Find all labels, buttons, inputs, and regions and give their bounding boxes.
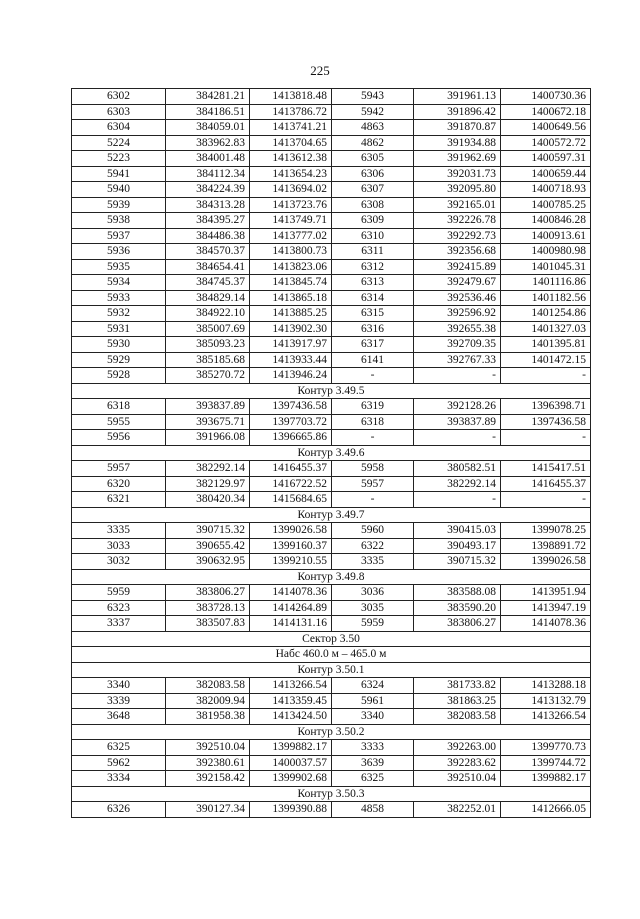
point-number-cell: 5930: [72, 337, 166, 353]
page-number: 225: [310, 63, 330, 78]
point-number-cell: 6311: [332, 244, 414, 260]
y-coordinate-cell: 1396665.86: [250, 430, 332, 446]
x-coordinate-cell: 391934.88: [414, 135, 501, 151]
x-coordinate-cell: 384829.14: [166, 290, 250, 306]
x-coordinate-cell: 392380.61: [166, 755, 250, 771]
section-row: [72, 507, 591, 523]
x-coordinate-cell: 381863.25: [414, 693, 501, 709]
x-coordinate-cell: -: [414, 368, 501, 384]
x-coordinate-cell: 392031.73: [414, 166, 501, 182]
point-number-cell: 5935: [72, 259, 166, 275]
y-coordinate-cell: 1399210.55: [250, 554, 332, 570]
point-number-cell: 6318: [72, 399, 166, 415]
point-number-cell: 5937: [72, 228, 166, 244]
point-number-cell: 3340: [72, 678, 166, 694]
x-coordinate-cell: 390493.17: [414, 538, 501, 554]
y-coordinate-cell: 1400785.25: [501, 197, 591, 213]
point-number-cell: 5955: [72, 414, 166, 430]
table-row: [72, 399, 591, 415]
y-coordinate-cell: 1412666.05: [501, 802, 591, 818]
y-coordinate-cell: 1413800.73: [250, 244, 332, 260]
x-coordinate-cell: 383806.27: [166, 585, 250, 601]
y-coordinate-cell: 1399078.25: [501, 523, 591, 539]
section-heading: Контур 3.50.2: [72, 724, 591, 740]
point-number-cell: 6141: [332, 352, 414, 368]
y-coordinate-cell: 1399902.68: [250, 771, 332, 787]
section-row: [72, 647, 591, 663]
y-coordinate-cell: 1400649.56: [501, 120, 591, 136]
point-number-cell: -: [332, 368, 414, 384]
y-coordinate-cell: 1413288.18: [501, 678, 591, 694]
x-coordinate-cell: 384059.01: [166, 120, 250, 136]
y-coordinate-cell: 1400846.28: [501, 213, 591, 229]
x-coordinate-cell: 391870.87: [414, 120, 501, 136]
y-coordinate-cell: 1396398.71: [501, 399, 591, 415]
point-number-cell: 5940: [72, 182, 166, 198]
y-coordinate-cell: 1413359.45: [250, 693, 332, 709]
y-coordinate-cell: 1413424.50: [250, 709, 332, 725]
point-number-cell: 6317: [332, 337, 414, 353]
x-coordinate-cell: 385093.23: [166, 337, 250, 353]
y-coordinate-cell: 1414131.16: [250, 616, 332, 632]
x-coordinate-cell: 392226.78: [414, 213, 501, 229]
y-coordinate-cell: 1413723.76: [250, 197, 332, 213]
x-coordinate-cell: 392596.92: [414, 306, 501, 322]
table-row: [72, 476, 591, 492]
y-coordinate-cell: 1399770.73: [501, 740, 591, 756]
table-row: [72, 89, 591, 105]
point-number-cell: 6318: [332, 414, 414, 430]
x-coordinate-cell: 381958.38: [166, 709, 250, 725]
table-row: [72, 306, 591, 322]
point-number-cell: 3648: [72, 709, 166, 725]
y-coordinate-cell: 1401472.15: [501, 352, 591, 368]
y-coordinate-cell: 1399882.17: [501, 771, 591, 787]
point-number-cell: 5934: [72, 275, 166, 291]
point-number-cell: 3337: [72, 616, 166, 632]
table-row: [72, 244, 591, 260]
y-coordinate-cell: 1414264.89: [250, 600, 332, 616]
y-coordinate-cell: 1401327.03: [501, 321, 591, 337]
point-number-cell: 6323: [72, 600, 166, 616]
point-number-cell: 6304: [72, 120, 166, 136]
y-coordinate-cell: 1400730.36: [501, 89, 591, 105]
point-number-cell: 6303: [72, 104, 166, 120]
x-coordinate-cell: 392479.67: [414, 275, 501, 291]
x-coordinate-cell: 392536.46: [414, 290, 501, 306]
y-coordinate-cell: 1413612.38: [250, 151, 332, 167]
section-row: [72, 724, 591, 740]
table-row: [72, 213, 591, 229]
x-coordinate-cell: 391961.13: [414, 89, 501, 105]
x-coordinate-cell: 390715.32: [166, 523, 250, 539]
x-coordinate-cell: 390415.03: [414, 523, 501, 539]
x-coordinate-cell: 385007.69: [166, 321, 250, 337]
point-number-cell: 5943: [332, 89, 414, 105]
point-number-cell: 6306: [332, 166, 414, 182]
x-coordinate-cell: 384570.37: [166, 244, 250, 260]
x-coordinate-cell: 391966.08: [166, 430, 250, 446]
x-coordinate-cell: 393675.71: [166, 414, 250, 430]
point-number-cell: 6316: [332, 321, 414, 337]
x-coordinate-cell: 392356.68: [414, 244, 501, 260]
section-heading: Контур 3.50.3: [72, 786, 591, 802]
table-row: [72, 709, 591, 725]
point-number-cell: 5958: [332, 461, 414, 477]
point-number-cell: -: [332, 492, 414, 508]
x-coordinate-cell: 383588.08: [414, 585, 501, 601]
x-coordinate-cell: 392128.26: [414, 399, 501, 415]
point-number-cell: 5959: [332, 616, 414, 632]
section-row: [72, 569, 591, 585]
x-coordinate-cell: 384486.38: [166, 228, 250, 244]
y-coordinate-cell: 1413704.65: [250, 135, 332, 151]
point-number-cell: 6307: [332, 182, 414, 198]
x-coordinate-cell: 384186.51: [166, 104, 250, 120]
table-row: [72, 414, 591, 430]
y-coordinate-cell: 1413865.18: [250, 290, 332, 306]
point-number-cell: -: [332, 430, 414, 446]
point-number-cell: 5957: [332, 476, 414, 492]
point-number-cell: 6322: [332, 538, 414, 554]
section-heading: Набс 460.0 м – 465.0 м: [72, 647, 591, 663]
point-number-cell: 5224: [72, 135, 166, 151]
table-row: [72, 337, 591, 353]
x-coordinate-cell: 380582.51: [414, 461, 501, 477]
y-coordinate-cell: -: [501, 430, 591, 446]
table-row: [72, 290, 591, 306]
y-coordinate-cell: 1399744.72: [501, 755, 591, 771]
section-row: [72, 662, 591, 678]
table-row: [72, 182, 591, 198]
x-coordinate-cell: 384281.21: [166, 89, 250, 105]
x-coordinate-cell: 390127.34: [166, 802, 250, 818]
x-coordinate-cell: 384313.28: [166, 197, 250, 213]
x-coordinate-cell: 390632.95: [166, 554, 250, 570]
point-number-cell: 6302: [72, 89, 166, 105]
y-coordinate-cell: 1416722.52: [250, 476, 332, 492]
y-coordinate-cell: 1413786.72: [250, 104, 332, 120]
point-number-cell: 5957: [72, 461, 166, 477]
section-heading: Контур 3.49.5: [72, 383, 591, 399]
point-number-cell: 3340: [332, 709, 414, 725]
x-coordinate-cell: 382083.58: [166, 678, 250, 694]
x-coordinate-cell: 385270.72: [166, 368, 250, 384]
x-coordinate-cell: 384395.27: [166, 213, 250, 229]
y-coordinate-cell: 1401116.86: [501, 275, 591, 291]
y-coordinate-cell: 1401395.81: [501, 337, 591, 353]
point-number-cell: 5941: [72, 166, 166, 182]
y-coordinate-cell: 1401182.56: [501, 290, 591, 306]
table-row: [72, 259, 591, 275]
x-coordinate-cell: 391962.69: [414, 151, 501, 167]
x-coordinate-cell: 392095.80: [414, 182, 501, 198]
point-number-cell: 5942: [332, 104, 414, 120]
table-row: [72, 321, 591, 337]
point-number-cell: 3036: [332, 585, 414, 601]
table-row: [72, 430, 591, 446]
point-number-cell: 5962: [72, 755, 166, 771]
point-number-cell: 5931: [72, 321, 166, 337]
point-number-cell: 3335: [332, 554, 414, 570]
point-number-cell: 5932: [72, 306, 166, 322]
section-row: [72, 631, 591, 647]
x-coordinate-cell: 382129.97: [166, 476, 250, 492]
y-coordinate-cell: 1413951.94: [501, 585, 591, 601]
point-number-cell: 4858: [332, 802, 414, 818]
table-row: [72, 523, 591, 539]
y-coordinate-cell: 1415417.51: [501, 461, 591, 477]
point-number-cell: 4862: [332, 135, 414, 151]
x-coordinate-cell: 383590.20: [414, 600, 501, 616]
section-row: [72, 786, 591, 802]
y-coordinate-cell: 1416455.37: [501, 476, 591, 492]
y-coordinate-cell: -: [501, 492, 591, 508]
point-number-cell: 6319: [332, 399, 414, 415]
point-number-cell: 6326: [72, 802, 166, 818]
x-coordinate-cell: 392292.73: [414, 228, 501, 244]
table-row: [72, 275, 591, 291]
point-number-cell: 6313: [332, 275, 414, 291]
x-coordinate-cell: 393837.89: [414, 414, 501, 430]
x-coordinate-cell: 392158.42: [166, 771, 250, 787]
x-coordinate-cell: 384112.34: [166, 166, 250, 182]
section-heading: Контур 3.49.8: [72, 569, 591, 585]
x-coordinate-cell: 392263.00: [414, 740, 501, 756]
y-coordinate-cell: 1401254.86: [501, 306, 591, 322]
section-row: [72, 383, 591, 399]
table-row: [72, 585, 591, 601]
point-number-cell: 3339: [72, 693, 166, 709]
point-number-cell: 6305: [332, 151, 414, 167]
y-coordinate-cell: 1400597.31: [501, 151, 591, 167]
x-coordinate-cell: 380420.34: [166, 492, 250, 508]
y-coordinate-cell: 1397703.72: [250, 414, 332, 430]
point-number-cell: 3335: [72, 523, 166, 539]
table-row: [72, 755, 591, 771]
table-row: [72, 492, 591, 508]
y-coordinate-cell: -: [501, 368, 591, 384]
table-row: [72, 352, 591, 368]
point-number-cell: 5928: [72, 368, 166, 384]
table-row: [72, 151, 591, 167]
point-number-cell: 3033: [72, 538, 166, 554]
y-coordinate-cell: 1400659.44: [501, 166, 591, 182]
x-coordinate-cell: 392709.35: [414, 337, 501, 353]
x-coordinate-cell: 381733.82: [414, 678, 501, 694]
x-coordinate-cell: 392165.01: [414, 197, 501, 213]
x-coordinate-cell: 385185.68: [166, 352, 250, 368]
x-coordinate-cell: 393837.89: [166, 399, 250, 415]
x-coordinate-cell: 390655.42: [166, 538, 250, 554]
x-coordinate-cell: 392283.62: [414, 755, 501, 771]
table-row: [72, 740, 591, 756]
point-number-cell: 3032: [72, 554, 166, 570]
point-number-cell: 6312: [332, 259, 414, 275]
table-row: [72, 616, 591, 632]
table-row: [72, 554, 591, 570]
y-coordinate-cell: 1413902.30: [250, 321, 332, 337]
table-row: [72, 802, 591, 818]
y-coordinate-cell: 1413132.79: [501, 693, 591, 709]
y-coordinate-cell: 1413749.71: [250, 213, 332, 229]
y-coordinate-cell: 1413694.02: [250, 182, 332, 198]
y-coordinate-cell: 1413818.48: [250, 89, 332, 105]
point-number-cell: 5223: [72, 151, 166, 167]
point-number-cell: 6309: [332, 213, 414, 229]
y-coordinate-cell: 1416455.37: [250, 461, 332, 477]
x-coordinate-cell: 383806.27: [414, 616, 501, 632]
y-coordinate-cell: 1413654.23: [250, 166, 332, 182]
x-coordinate-cell: 384922.10: [166, 306, 250, 322]
x-coordinate-cell: 391896.42: [414, 104, 501, 120]
section-heading: Контур 3.49.7: [72, 507, 591, 523]
section-heading: Контур 3.50.1: [72, 662, 591, 678]
y-coordinate-cell: 1399026.58: [250, 523, 332, 539]
point-number-cell: 5959: [72, 585, 166, 601]
point-number-cell: 6320: [72, 476, 166, 492]
x-coordinate-cell: 383507.83: [166, 616, 250, 632]
section-heading: Сектор 3.50: [72, 631, 591, 647]
table-row: [72, 771, 591, 787]
table-row: [72, 120, 591, 136]
y-coordinate-cell: 1414078.36: [501, 616, 591, 632]
point-number-cell: 6324: [332, 678, 414, 694]
y-coordinate-cell: 1413266.54: [501, 709, 591, 725]
y-coordinate-cell: 1413917.97: [250, 337, 332, 353]
y-coordinate-cell: 1397436.58: [250, 399, 332, 415]
point-number-cell: 3639: [332, 755, 414, 771]
x-coordinate-cell: 382083.58: [414, 709, 501, 725]
table-row: [72, 693, 591, 709]
table-row: [72, 104, 591, 120]
coordinates-table-body: [72, 89, 591, 818]
x-coordinate-cell: 384001.48: [166, 151, 250, 167]
x-coordinate-cell: 382252.01: [414, 802, 501, 818]
point-number-cell: 5929: [72, 352, 166, 368]
table-row: [72, 368, 591, 384]
coordinates-table: [71, 88, 591, 818]
y-coordinate-cell: 1399882.17: [250, 740, 332, 756]
y-coordinate-cell: 1413266.54: [250, 678, 332, 694]
y-coordinate-cell: 1413947.19: [501, 600, 591, 616]
point-number-cell: 5956: [72, 430, 166, 446]
x-coordinate-cell: 392767.33: [414, 352, 501, 368]
y-coordinate-cell: 1413885.25: [250, 306, 332, 322]
y-coordinate-cell: 1400672.18: [501, 104, 591, 120]
y-coordinate-cell: 1397436.58: [501, 414, 591, 430]
point-number-cell: 6314: [332, 290, 414, 306]
y-coordinate-cell: 1398891.72: [501, 538, 591, 554]
point-number-cell: 5939: [72, 197, 166, 213]
y-coordinate-cell: 1400980.98: [501, 244, 591, 260]
table-row: [72, 678, 591, 694]
x-coordinate-cell: 384654.41: [166, 259, 250, 275]
point-number-cell: 5933: [72, 290, 166, 306]
x-coordinate-cell: 392655.38: [414, 321, 501, 337]
y-coordinate-cell: 1413933.44: [250, 352, 332, 368]
x-coordinate-cell: 383728.13: [166, 600, 250, 616]
table-row: [72, 461, 591, 477]
table-row: [72, 197, 591, 213]
table-row: [72, 600, 591, 616]
y-coordinate-cell: 1413946.24: [250, 368, 332, 384]
y-coordinate-cell: 1399026.58: [501, 554, 591, 570]
point-number-cell: 3333: [332, 740, 414, 756]
y-coordinate-cell: 1415684.65: [250, 492, 332, 508]
table-row: [72, 166, 591, 182]
x-coordinate-cell: 383962.83: [166, 135, 250, 151]
y-coordinate-cell: 1414078.36: [250, 585, 332, 601]
point-number-cell: 6325: [332, 771, 414, 787]
y-coordinate-cell: 1399160.37: [250, 538, 332, 554]
table-row: [72, 135, 591, 151]
point-number-cell: 6308: [332, 197, 414, 213]
y-coordinate-cell: 1400913.61: [501, 228, 591, 244]
point-number-cell: 6325: [72, 740, 166, 756]
y-coordinate-cell: 1413845.74: [250, 275, 332, 291]
x-coordinate-cell: 384224.39: [166, 182, 250, 198]
y-coordinate-cell: 1400037.57: [250, 755, 332, 771]
y-coordinate-cell: 1413777.02: [250, 228, 332, 244]
point-number-cell: 3334: [72, 771, 166, 787]
x-coordinate-cell: 390715.32: [414, 554, 501, 570]
y-coordinate-cell: 1413741.21: [250, 120, 332, 136]
section-row: [72, 445, 591, 461]
y-coordinate-cell: 1399390.88: [250, 802, 332, 818]
x-coordinate-cell: 382292.14: [414, 476, 501, 492]
point-number-cell: 4863: [332, 120, 414, 136]
point-number-cell: 5960: [332, 523, 414, 539]
table-row: [72, 538, 591, 554]
x-coordinate-cell: 392510.04: [414, 771, 501, 787]
section-heading: Контур 3.49.6: [72, 445, 591, 461]
point-number-cell: 6321: [72, 492, 166, 508]
x-coordinate-cell: 382292.14: [166, 461, 250, 477]
point-number-cell: 5938: [72, 213, 166, 229]
y-coordinate-cell: 1400572.72: [501, 135, 591, 151]
y-coordinate-cell: 1401045.31: [501, 259, 591, 275]
y-coordinate-cell: 1413823.06: [250, 259, 332, 275]
point-number-cell: 5961: [332, 693, 414, 709]
x-coordinate-cell: 392510.04: [166, 740, 250, 756]
table-row: [72, 228, 591, 244]
x-coordinate-cell: 382009.94: [166, 693, 250, 709]
x-coordinate-cell: -: [414, 430, 501, 446]
point-number-cell: 6315: [332, 306, 414, 322]
x-coordinate-cell: 392415.89: [414, 259, 501, 275]
x-coordinate-cell: -: [414, 492, 501, 508]
point-number-cell: 5936: [72, 244, 166, 260]
x-coordinate-cell: 384745.37: [166, 275, 250, 291]
point-number-cell: 6310: [332, 228, 414, 244]
point-number-cell: 3035: [332, 600, 414, 616]
y-coordinate-cell: 1400718.93: [501, 182, 591, 198]
